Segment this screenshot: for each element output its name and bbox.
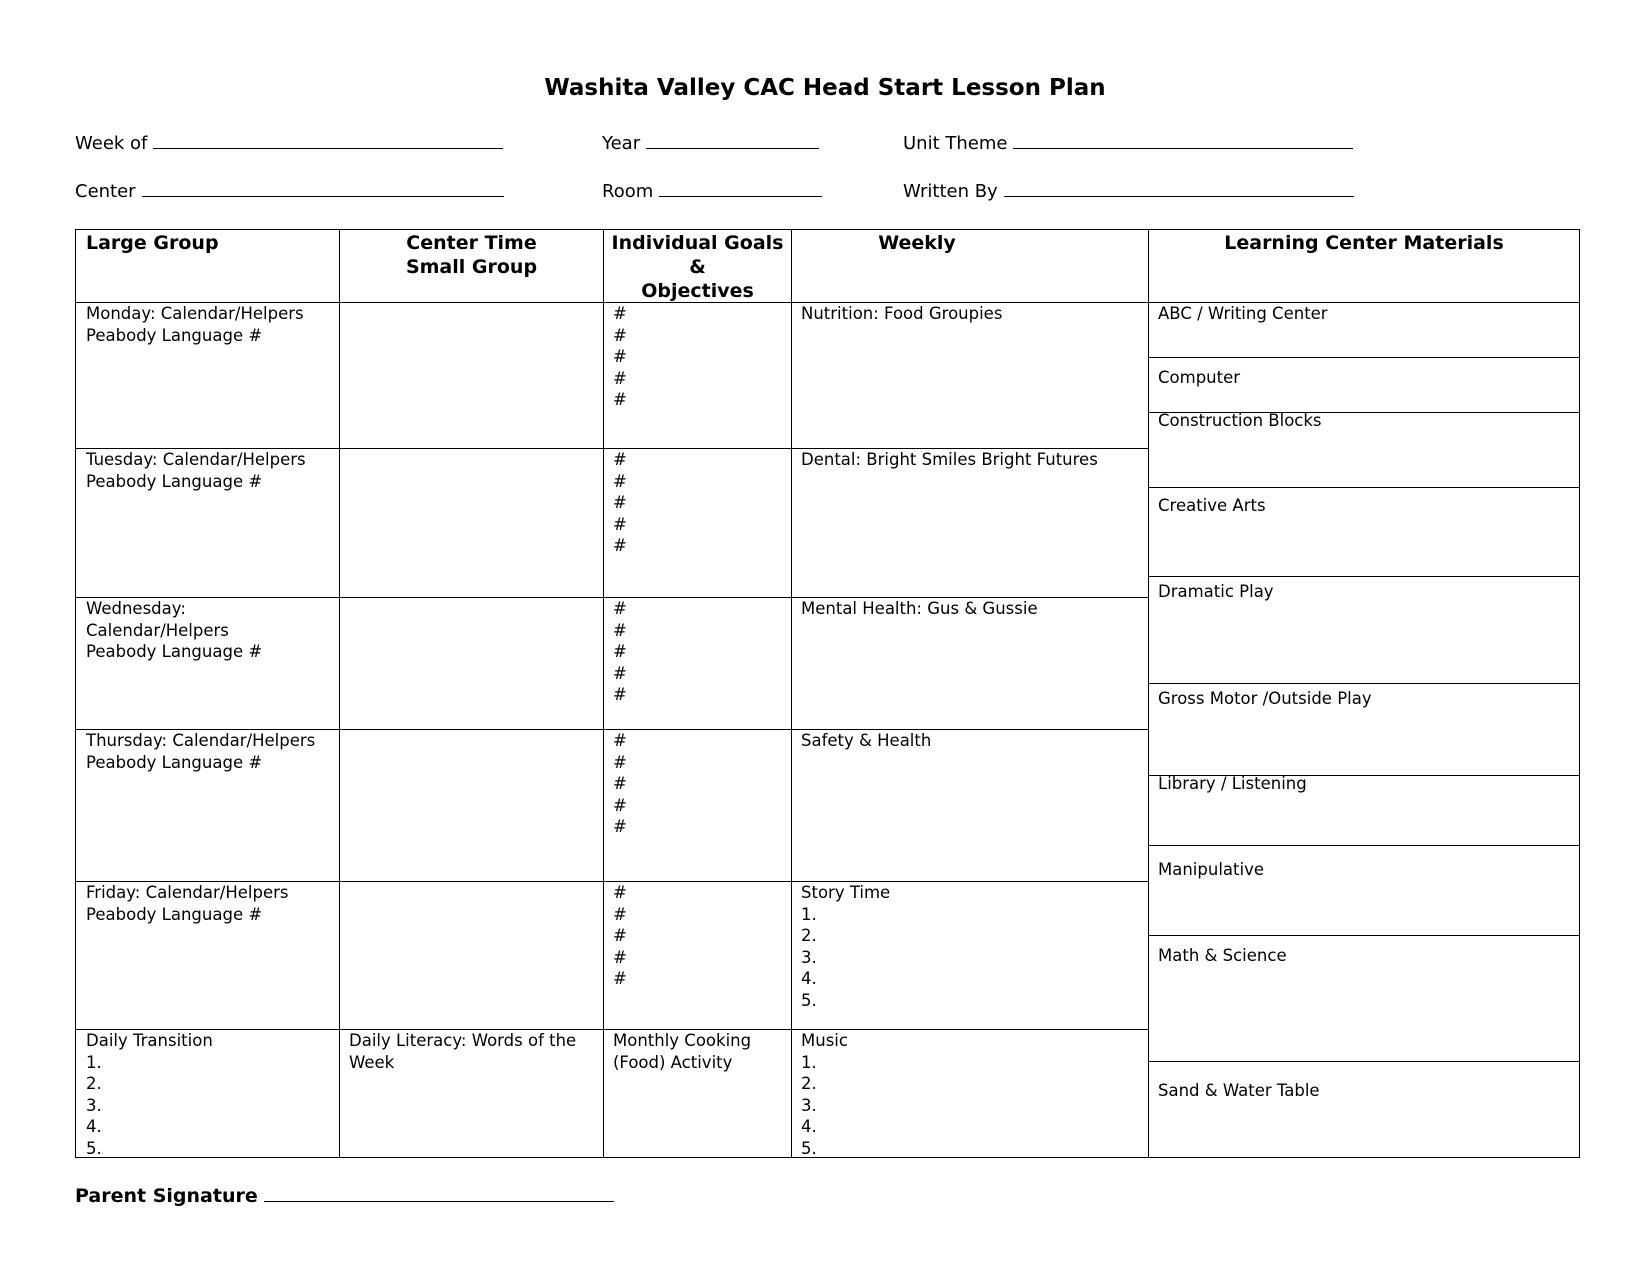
lesson-plan-table xyxy=(75,229,1580,1158)
week-of-blank[interactable] xyxy=(153,130,503,149)
center-abc-writing: ABC / Writing Center xyxy=(1158,304,1328,323)
header-center-time: Center Time Small Group xyxy=(405,232,538,278)
parent-signature-blank[interactable] xyxy=(264,1183,614,1202)
header-weekly: Weekly xyxy=(878,232,956,254)
center-manipulative: Manipulative xyxy=(1158,860,1264,879)
unit-theme-blank[interactable] xyxy=(1013,130,1353,149)
page-title: Washita Valley CAC Head Start Lesson Plan xyxy=(544,75,1106,101)
friday-goals: # # # # # xyxy=(613,883,627,988)
column-divider xyxy=(603,230,604,1157)
center-creative-arts: Creative Arts xyxy=(1158,496,1266,515)
center-blank[interactable] xyxy=(142,178,504,197)
center-divider xyxy=(1148,576,1579,577)
written-by-field[interactable] xyxy=(903,178,1354,202)
wednesday-large-group: Wednesday: Calendar/Helpers Peabody Language # xyxy=(86,599,263,661)
unit-theme-field[interactable] xyxy=(903,130,1353,154)
room-label: Room xyxy=(602,181,654,202)
center-divider xyxy=(1148,487,1579,488)
monday-weekly: Nutrition: Food Groupies xyxy=(801,304,1003,323)
room-blank[interactable] xyxy=(659,178,822,197)
tuesday-weekly: Dental: Bright Smiles Bright Futures xyxy=(801,450,1098,469)
tuesday-goals: # # # # # xyxy=(613,450,627,555)
monday-goals: # # # # # xyxy=(613,304,627,409)
unit-theme-label: Unit Theme xyxy=(903,133,1008,154)
header-individual-goals: Individual Goals & Objectives xyxy=(611,232,784,302)
thursday-goals: # # # # # xyxy=(613,731,627,836)
room-field[interactable] xyxy=(602,178,822,202)
monday-large-group: Monday: Calendar/Helpers Peabody Language # xyxy=(86,304,304,345)
thursday-large-group: Thursday: Calendar/Helpers Peabody Language # xyxy=(86,731,316,772)
daily-transition: Daily Transition 1. 2. 3. 4. 5. xyxy=(86,1031,213,1158)
parent-signature-field[interactable] xyxy=(75,1183,614,1207)
friday-weekly: Story Time 1. 2. 3. 4. 5. xyxy=(801,883,891,1010)
center-divider xyxy=(1148,1061,1579,1062)
center-divider xyxy=(1148,357,1579,358)
wednesday-weekly: Mental Health: Gus & Gussie xyxy=(801,599,1038,618)
header-large-group: Large Group xyxy=(86,232,219,254)
year-label: Year xyxy=(602,133,641,154)
written-by-label: Written By xyxy=(903,181,998,202)
column-divider xyxy=(791,230,792,1157)
written-by-blank[interactable] xyxy=(1004,178,1354,197)
center-sand-water: Sand & Water Table xyxy=(1158,1081,1320,1100)
parent-signature-label: Parent Signature xyxy=(75,1185,258,1207)
column-divider xyxy=(1148,230,1149,1157)
center-divider xyxy=(1148,683,1579,684)
center-divider xyxy=(1148,935,1579,936)
tuesday-large-group: Tuesday: Calendar/Helpers Peabody Language # xyxy=(86,450,306,491)
header-learning-center: Learning Center Materials xyxy=(1224,232,1504,254)
column-divider xyxy=(339,230,340,1157)
week-of-label: Week of xyxy=(75,133,148,154)
center-dramatic-play: Dramatic Play xyxy=(1158,582,1274,601)
center-gross-motor: Gross Motor /Outside Play xyxy=(1158,689,1372,708)
daily-literacy: Daily Literacy: Words of the Week xyxy=(349,1031,577,1072)
center-library-listening: Library / Listening xyxy=(1158,774,1307,793)
thursday-weekly: Safety & Health xyxy=(801,731,932,750)
center-field[interactable] xyxy=(75,178,504,202)
center-label: Center xyxy=(75,181,136,202)
wednesday-goals: # # # # # xyxy=(613,599,627,704)
friday-large-group: Friday: Calendar/Helpers Peabody Language # xyxy=(86,883,289,924)
center-divider xyxy=(1148,845,1579,846)
year-field[interactable] xyxy=(602,130,819,154)
week-of-field[interactable] xyxy=(75,130,503,154)
year-blank[interactable] xyxy=(646,130,819,149)
center-computer: Computer xyxy=(1158,368,1241,387)
center-construction-blocks: Construction Blocks xyxy=(1158,411,1322,430)
center-math-science: Math & Science xyxy=(1158,946,1287,965)
music: Music 1. 2. 3. 4. 5. xyxy=(801,1031,848,1158)
row-divider xyxy=(76,1029,1148,1030)
monthly-cooking: Monthly Cooking (Food) Activity xyxy=(613,1031,752,1072)
